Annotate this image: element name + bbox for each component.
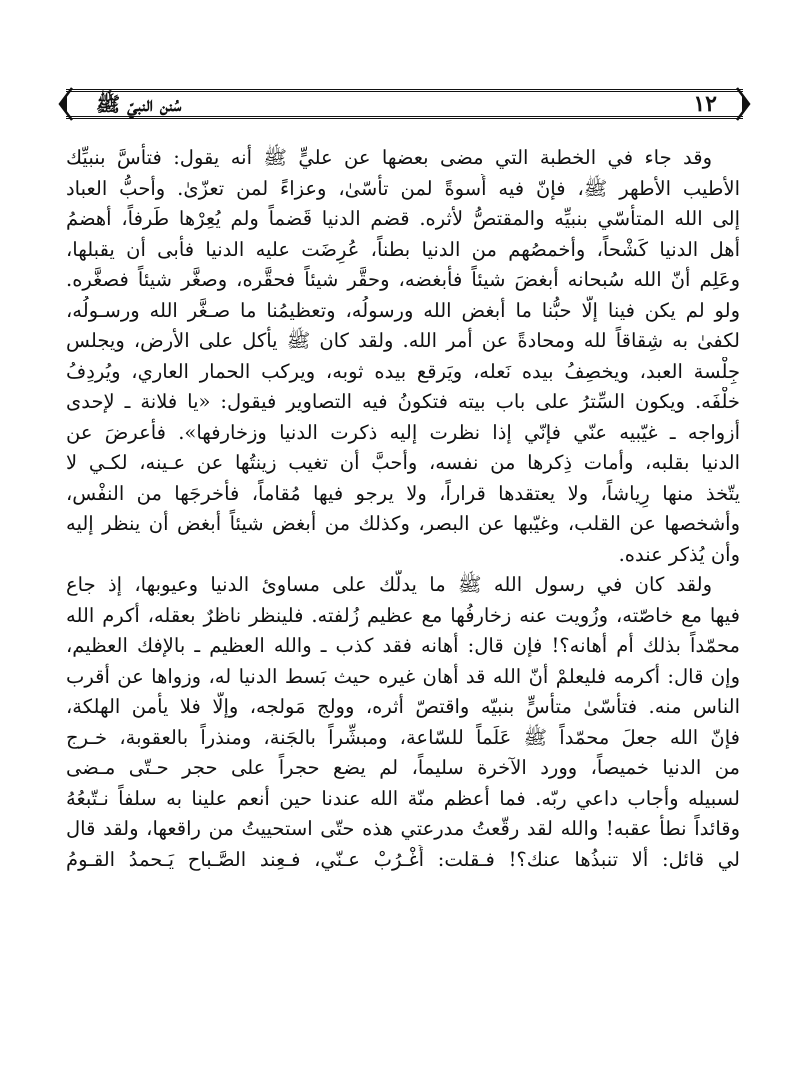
page-body — [66, 143, 740, 875]
text-line: لكفىٰ به شِقاقاً لله ومحادةً عن أمر الله. ولقد كان ﷺ يأكل على الأرض، ويجلس — [66, 329, 740, 352]
text-line: وأشخصها عن القلب، وغيّبها عن البصر، وكذلك من أبغض شيئاً أبغض أن ينظر إليه — [66, 512, 740, 535]
page-number: ١٢ — [693, 91, 717, 117]
text-line: خلْفَه. ويكون السِّترُ على باب بيته فتكونُ فيه التصاوير فيقول: «يا فلانة ـ لإحدى — [66, 390, 740, 413]
text-line: وعَلِم أنّ الله سُبحانه أبغضَ شيئاً فأبغضه، وحقَّر شيئاً فحقَّره، وصغَّر شيئاً فصغَّره. — [66, 268, 740, 291]
text-line: وإن قال: أكرمه فليعلمْ أنّ الله قد أهان غيره حيث بَسط الدنيا له، وزواها عن أقرب — [66, 664, 740, 688]
text-line: وقائداً نطأُ عقبه! والله لقد رقّعتُ مدرعتي هذه حتّى استحييتُ من راقعها، ولقد قال — [66, 817, 740, 840]
text-line: وأن يُذكر عنده. — [618, 542, 740, 566]
text-line: أهل الدنيا كَشْحاً، وأخمصُهم من الدنيا بطناً، عُرِضَت عليه الدنيا فأبى أن يقبلها، — [66, 237, 740, 261]
paragraph-2 — [66, 570, 740, 875]
text-line: فإنّ الله جعلَ محمّداً ﷺ عَلَماً للسّاعة، ومبشِّراً بالجَنة، ومنذراً بالعقوبة، خـرج — [66, 725, 740, 749]
paragraph-1 — [66, 143, 740, 570]
text-line: من الدنيا خميصاً، وورد الآخرة سليماً، لم يضع حجراً على حجر حـتّى مـضى — [66, 756, 740, 779]
text-line: أزواجه ـ غيّبيه عنّي فإنّي إذا نظرت إليه ذكرت الدنيا وزخارفها». فأعرضَ عن — [66, 420, 740, 444]
text-line: لسبيله وأجاب داعي ربّه. فما أعظم منّة الله عندنا حين أنعم علينا به سلفاً نـتّبعُهُ — [66, 786, 740, 810]
text-line: وقد جاء في الخطبة التي مضى بعضها عن عليٍّ ﷺ أنه يقول: فتأسَّ بنبيِّك — [66, 146, 712, 169]
text-line: لي قائل: ألا تنبذُها عنك؟! فـقلت: أُغْـرُبْ عـنّي، فـعِند الصَّـباح يَـحمدُ القـومُ — [66, 847, 740, 871]
running-title: سُنن النبيّ ﷺ — [96, 92, 182, 116]
text-line: يتّخذ منها رِياشاً، ولا يعتقدها قراراً، ولا يرجو فيها مُقاماً، فأخرجَها من النفْس، — [66, 481, 740, 505]
text-line: إلى الله المتأسّي بنبيِّه والمقتصُّ لأثره. قضم الدنيا قَضماً ولم يُعِرْها طَرفاً، أهضمُ — [66, 207, 740, 230]
running-header — [56, 84, 753, 124]
text-line: الدنيا بقلبه، وأمات ذِكرها من نفسه، وأحبَّ أن تغيب زينتُها عن عـينه، لكـي لا — [66, 451, 740, 474]
text-line: الأطيب الأطهر ﷺ، فإنّ فيه أُسوةً لمن تأسّىٰ، وعزاءً لمن تعزّىٰ. وأحبُّ العباد — [66, 176, 740, 200]
text-line: جِلْسة العبد، ويخصِفُ بيده نَعله، ويَرقع بيده ثوبه، ويركب الحمار العاري، ويُردِفُ — [66, 359, 740, 383]
text-line: ولو لم يكن فينا إلّا حبُّنا ما أبغض الله ورسولُه، وتعظيمُنا ما صـغَّر الله ورسـولُه، — [66, 298, 740, 322]
text-line: ولقد كان في رسول الله ﷺ ما يدلُّك على مساوئ الدنيا وعيوبها، إذ جاع — [66, 573, 712, 596]
text-line: محمّداً بذلك أم أهانه؟! فإن قال: أهانه فقد كذب ـ والله العظيم ـ بالإفك العظيم، — [66, 634, 740, 657]
text-line: الناس منه. فتأسّىٰ متأسٍّ بنبيّه واقتصّ أثره، وولج مَولجه، وإلّا فلا يأمن الهلكة، — [66, 695, 740, 718]
text-line: فيها مع خاصّته، وزُويت عنه زخارفُها مع عظيم زُلفته. فلينظر ناظرٌ بعقله، أكرم الله — [66, 603, 740, 627]
